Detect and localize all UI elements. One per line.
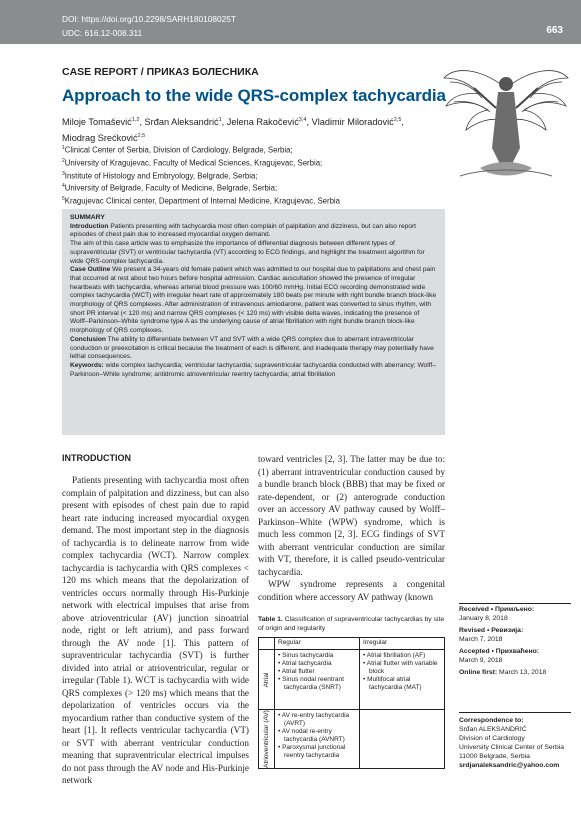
body-column-left [62, 474, 249, 787]
introduction-heading: INTRODUCTION [62, 453, 131, 463]
affiliation-item: $^3$Institute of Histology and Embryology, Belgrade, Serbia; [62, 170, 258, 181]
correspondence-block: Correspondence to: Srđan ALEKSANDRIĆ Division of Cardiology University Clinical Center of Serbia 11000 Belgrade, Serbia srdjanaleksandric@yahoo.com [459, 716, 571, 770]
author-name: Jelena Rakočević [226, 117, 299, 128]
table-row-label-av: Atrioventricular (AV) [259, 710, 275, 769]
doi-link[interactable]: DOI: https://doi.org/10.2298/SARH180108025T [62, 14, 236, 24]
sidebar-divider [459, 603, 571, 604]
body-paragraph: Patients presenting with tachycardia most often complain of palpitation and dizziness, but can also present with episodes of chest pain due to rapid heart rate inducing increased myocardial oxygen demand. The most important step in the diagnosis of tachycardia is to delineate narrow from wide complex tachycardia (WCT). Narrow complex tachycardia is tachycardia with QRS complexes < 120 ms which means that the depolarization of ventricles occurs normally through His-Purkinje network with electrical impulses that arise from above atrioventricular (AV) junction sinoatrial node, right or left atrium), and pass forward through the AV node [1]. This pattern of supraventricular tachycardia (SVT) is further divided into atrial or atrioventricular, regular or irregular (Table 1). WCT is tachycardia with wide QRS complexes (> 120 ms) which means that the depolarization of ventricles occurs via the myocardium rather than conductive system of the heart [1]. It reflects ventricular tachycardia (VT) or SVT with aberrant ventricular conduction meaning that supraventricular electrical impulses do not pass through the AV node and His-Purkinje network [62, 475, 249, 785]
revised-date: Revised • Ревизија: March 7, 2018 [459, 627, 524, 643]
body-paragraph: WPW syndrome represents a congenital condition where accessory AV pathway (known [258, 579, 445, 602]
table-cell: • Atrial fibrillation (AF) • Atrial flutter with variable block • Multifocal atrial tachycardia (MAT) [360, 650, 445, 710]
author-name: Srđan Aleksandrić [144, 117, 219, 128]
summary-heading: SUMMARY [70, 214, 105, 221]
table-cell [360, 710, 445, 769]
summary-case-outline: Case Outline We present a 34-years old female patient which was admitted to our hospital due to palpitations and chest pain that occurred at rest about two hours before hospital admission. Cardiac auscultation showed the presence of irregular heartbeats with tachycardia, whereas arterial blood pressure was 100/60 mmHg. Initial ECG recording demonstrated wide complex tachycardia (WCT) with irregular heart rate of approximately 180 beats per minute with right bundle branch block-like morphology of QRS complexes. After administration of intravenous amiodarone, patient was converted to sinus rhythm, with short PR interval (< 120 ms) and narrow QRS complexes (< 120 ms) with visible delta waves, indicating the presence of Wolff–Parkinson–White syndrome type A as the underlying cause of atrial fibrillation with right bundle branch block-like morphology of QRS complexes. [70, 266, 437, 335]
accepted-date: Accepted • Прихваћено: March 9, 2018 [459, 648, 540, 664]
dates-sidebar [459, 605, 571, 680]
sidebar-divider [459, 712, 571, 713]
table-caption: Table 1. Classification of supraventricular tachycardias by site of origin and regularity [258, 616, 445, 632]
author-name: Miodrag Srećković [62, 133, 138, 144]
angel-emblem-icon [440, 48, 572, 186]
summary-aim: The aim of this case article was to emphasize the importance of differential diagnosis between different types of supraventricular (SVT) or ventricular tachycardia (VT) according to ECG findings, and highlight the treatment algorithm for wide QRS-complex tachycardia. [70, 240, 425, 265]
author-name: Miloje Tomašević [62, 117, 132, 128]
affiliation-item: $^4$University of Belgrade, Faculty of Medicine, Belgrade, Serbia; [62, 183, 278, 193]
table-cell: • AV re-entry tachycardia (AVRT) • AV nodal re-entry tachycardia (AVNRT) • Paroxysmal junctional reentry tachycardia [275, 710, 360, 769]
body-column-right [258, 453, 445, 603]
summary-box [62, 209, 445, 435]
summary-introduction: Introduction Patients presenting with tachycardia most often complain of palpitation and dizziness, but can also report episodes of chest pain due to increased myocardial oxygen demand. [70, 222, 416, 239]
table-header-regular: Regular [275, 638, 360, 650]
author-list: Miloje Tomašević$^{1,2}$, Srđan Aleksandrić$^1$, Jelena Rakočević$^{3,4}$, Vladimir Miloradović$^{2,5}$, Miodrag Srećković$^{2,5}$ [62, 117, 404, 144]
page-number: 663 [546, 25, 563, 36]
svt-classification-table [258, 637, 445, 769]
received-date: Received • Примљено: January 8, 2018 [459, 606, 535, 622]
article-title: Approach to the wide QRS-complex tachycardia [62, 86, 446, 105]
affiliation-item: $^1$Clinical Center of Serbia, Division of Cardiology, Belgrade, Serbia; [62, 145, 293, 155]
section-label: CASE REPORT / ПРИКАЗ БОЛЕСНИКА [62, 66, 259, 78]
summary-conclusion: Conclusion The ability to differentiate between VT and SVT with a wide QRS complex due to aberrant intraventricular conduction or preexcitation is critical because the treatment of each is different, and inadequate therapy may potentially have lethal consequences. [70, 335, 434, 361]
table-corner-cell [259, 638, 275, 650]
udc-code: UDC: 616.12-008.311 [62, 28, 143, 38]
body-paragraph: toward ventricles [2, 3]. The latter may be due to: (1) aberrant intraventricular conduction caused by a bundle branch block (BBB) that may be fixed or rate-dependent, or (2) anterograde conduction over an accessory AV pathway caused by Wolff–Parkinson–White (WPW) syndrome, which is much less common [2, 3]. ECG findings of SVT with aberrant ventricular conduction are similar with VT, therefore, it is called pseudo-ventricular tachycardia. [258, 454, 445, 577]
online-date: Online first: March 13, 2018 [459, 669, 547, 676]
header-bar [0, 0, 581, 44]
affiliation-item: $^2$University of Kragujevac, Faculty of Medical Sciences, Kragujevac, Serbia; [62, 157, 323, 168]
summary-keywords: Keywords: wide complex tachycardia; ventricular tachycardia; supraventricular tachycardia conducted with aberrancy; Wolff–Parkinson–White syndrome; antidromic atrioventricular reentry tachycardia; atrial fibrillation [70, 361, 436, 378]
affiliation-item: $^5$Kragujevac Clinical center, Department of Internal Medicine, Kragujevac, Serbia [62, 196, 340, 206]
correspondence-label: Correspondence to: [459, 717, 524, 724]
author-name: Vladimir Miloradović [311, 117, 394, 128]
table-header-irregular: Irregular [360, 638, 445, 650]
affiliation-list [62, 143, 442, 207]
table-cell: • Sinus tachycardia • Atrial tachycardia • Atrial flutter • Sinus nodal reentrant tachycardia (SNRT) [275, 650, 360, 710]
table-row-label-atrial: Atrial [259, 650, 275, 710]
correspondence-email[interactable]: srdjanaleksandric@yahoo.com [459, 762, 560, 769]
